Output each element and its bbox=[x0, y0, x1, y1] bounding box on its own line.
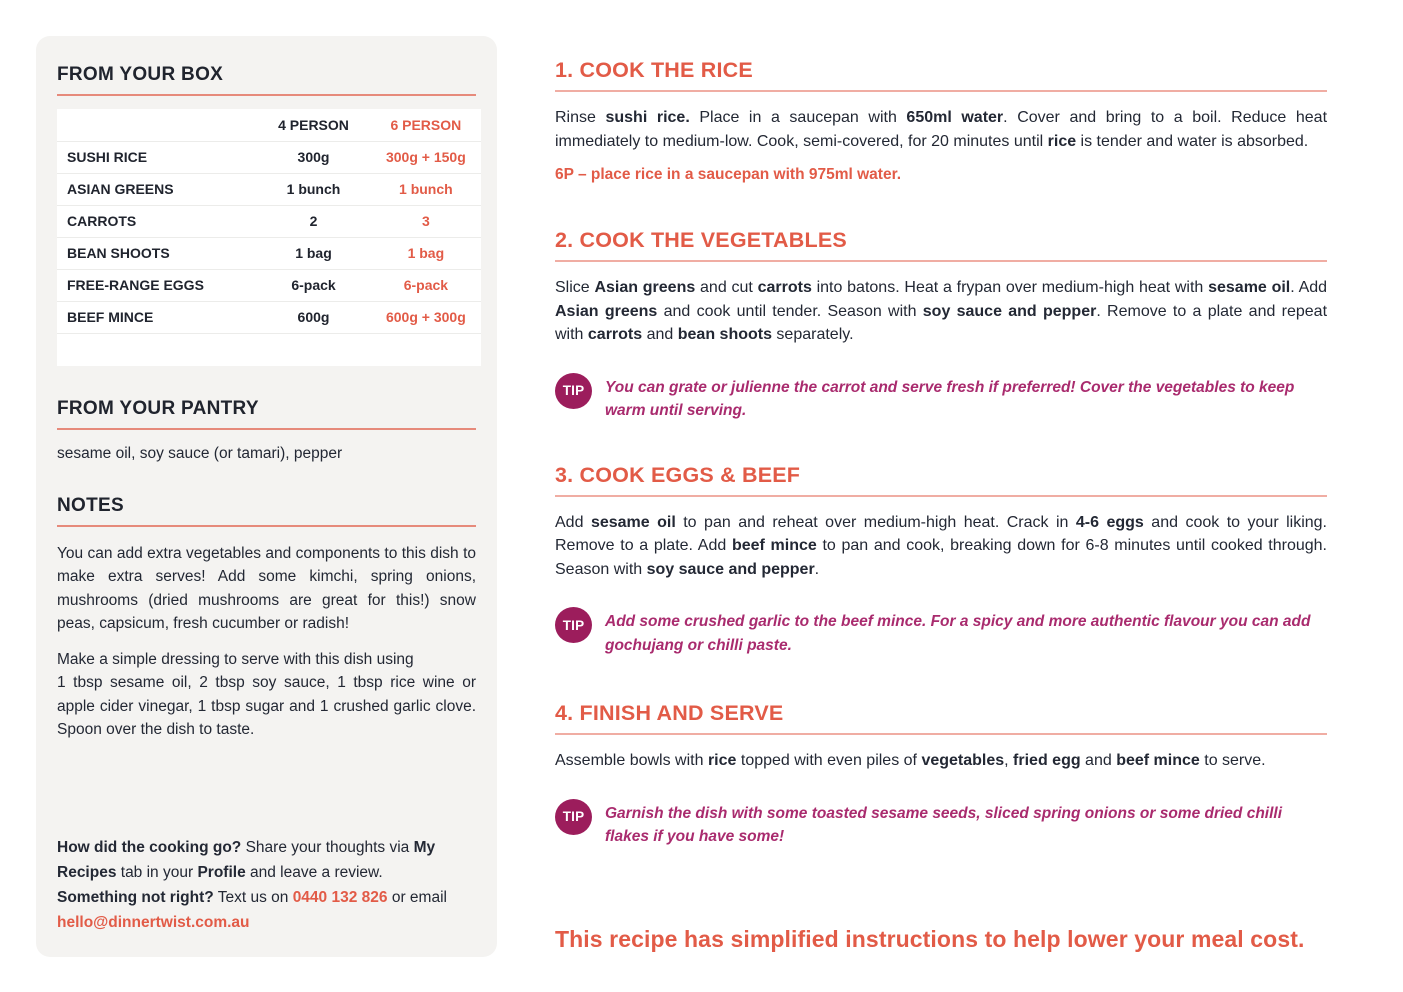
text-segment: . Add bbox=[1290, 279, 1328, 296]
text-segment: soy sauce and pepper bbox=[922, 302, 1097, 320]
text-segment: Profile bbox=[197, 864, 246, 881]
qty-4-person: 300g bbox=[256, 141, 370, 173]
col-header-item bbox=[57, 109, 256, 141]
notes-p2-line1: Make a simple dressing to serve with this dish using bbox=[57, 650, 414, 668]
text-segment: into batons. Heat a frypan over medium-high heat with bbox=[811, 279, 1209, 296]
step-4 bbox=[555, 701, 1327, 849]
text-segment: My Recipes bbox=[57, 839, 436, 881]
col-header-4person: 4 PERSON bbox=[256, 109, 370, 141]
sidebar bbox=[36, 36, 497, 957]
text-segment: 650ml water bbox=[906, 109, 1004, 126]
text-segment: . Cover and bring to a boil. Reduce heat immediately to medium-low. Cook, semi-covered, for 20 minutes until bbox=[555, 109, 1328, 150]
text-segment: separately. bbox=[771, 326, 854, 343]
text-segment: hello@dinnertwist.com.au bbox=[57, 914, 250, 931]
table-row bbox=[57, 301, 481, 333]
table-row bbox=[57, 269, 481, 301]
step-divider bbox=[555, 90, 1327, 92]
feedback-text bbox=[57, 835, 480, 885]
text-segment: fried egg bbox=[1013, 752, 1081, 769]
text-segment: Place in a saucepan with bbox=[689, 109, 907, 126]
step-1-6p-note: 6P – place rice in a saucepan with 975ml water. bbox=[555, 166, 902, 183]
tip-badge: TIP bbox=[555, 373, 592, 409]
qty-6-person: 3 bbox=[371, 205, 481, 237]
qty-6-person: 1 bunch bbox=[371, 173, 481, 205]
text-segment: beef mince bbox=[731, 537, 817, 554]
text-segment: beef mince bbox=[1116, 752, 1200, 769]
step-1-title: 1. COOK THE RICE bbox=[555, 58, 753, 82]
text-segment: , bbox=[1004, 752, 1014, 769]
text-segment: sesame oil bbox=[1208, 279, 1291, 296]
step-divider bbox=[555, 495, 1327, 497]
text-segment: Asian greens bbox=[594, 279, 696, 296]
qty-4-person: 1 bunch bbox=[256, 173, 370, 205]
text-segment: and cook to your liking. Remove to a plate. Add bbox=[555, 513, 1328, 554]
ingredient-name: ASIAN GREENS bbox=[57, 173, 256, 205]
qty-4-person: 600g bbox=[256, 301, 370, 333]
text-segment: Asian greens bbox=[555, 302, 658, 320]
text-segment: Something not right? bbox=[57, 889, 214, 906]
text-segment: . bbox=[814, 560, 820, 578]
table-row bbox=[57, 141, 481, 173]
text-segment: 4-6 eggs bbox=[1075, 513, 1144, 531]
table-row bbox=[57, 173, 481, 205]
text-segment: Text us on bbox=[213, 889, 293, 906]
text-segment: and cook until tender. Season with bbox=[657, 302, 923, 320]
step-4-title: 4. FINISH AND SERVE bbox=[555, 701, 784, 725]
step-2 bbox=[555, 228, 1327, 423]
text-segment: to pan and reheat over medium-high heat. Crack in bbox=[675, 513, 1076, 531]
text-segment: sesame oil bbox=[590, 513, 676, 531]
step-divider bbox=[555, 260, 1327, 262]
ingredient-name: BEAN SHOOTS bbox=[57, 237, 256, 269]
text-segment: sushi rice. bbox=[605, 109, 690, 126]
notes-title: NOTES bbox=[57, 494, 124, 516]
step-1-body bbox=[555, 106, 1327, 153]
step-3 bbox=[555, 463, 1327, 658]
text-segment: and cut bbox=[695, 279, 758, 296]
text-segment: 0440 132 826 bbox=[292, 889, 388, 906]
step-3-tip bbox=[555, 607, 1327, 657]
step-2-title: 2. COOK THE VEGETABLES bbox=[555, 228, 847, 252]
text-segment: . Remove to a plate and repeat with bbox=[555, 302, 1328, 343]
instructions-column bbox=[555, 0, 1327, 849]
contact-text[interactable] bbox=[57, 885, 480, 935]
text-segment: and leave a review. bbox=[245, 864, 383, 881]
from-your-pantry-title: FROM YOUR PANTRY bbox=[57, 397, 259, 419]
text-segment: vegetables bbox=[921, 752, 1005, 769]
text-segment: Slice bbox=[555, 279, 595, 296]
qty-4-person: 2 bbox=[256, 205, 370, 237]
text-segment: and bbox=[642, 326, 678, 343]
text-segment: carrots bbox=[757, 279, 812, 296]
qty-6-person: 1 bag bbox=[371, 237, 481, 269]
table-header-row bbox=[57, 109, 481, 141]
text-segment: rice bbox=[1047, 132, 1077, 150]
pantry-text: sesame oil, soy sauce (or tamari), pepper bbox=[57, 444, 343, 462]
closing-statement: This recipe has simplified instructions to help lower your meal cost. bbox=[555, 926, 1305, 952]
section-divider bbox=[57, 525, 476, 527]
text-segment: carrots bbox=[587, 326, 643, 343]
text-segment: to serve. bbox=[1199, 752, 1266, 769]
text-segment: Rinse bbox=[555, 109, 606, 126]
col-header-6person: 6 PERSON bbox=[371, 109, 481, 141]
tip-text: You can grate or julienne the carrot and serve fresh if preferred! Cover the vegetables to keep warm until serving. bbox=[605, 378, 1295, 419]
text-segment: Share your thoughts via bbox=[241, 839, 414, 856]
text-segment: to pan and cook, breaking down for 6-8 minutes until cooked through. Season with bbox=[555, 537, 1328, 578]
tip-badge: TIP bbox=[555, 799, 592, 835]
text-segment: topped with even piles of bbox=[736, 752, 922, 769]
tip-text: Add some crushed garlic to the beef mince. For a spicy and more authentic flavour you can add gochujang or chilli paste. bbox=[605, 613, 1311, 654]
sidebar-footer bbox=[57, 835, 480, 935]
ingredient-name: BEEF MINCE bbox=[57, 301, 256, 333]
tip-badge: TIP bbox=[555, 607, 592, 643]
step-4-tip bbox=[555, 799, 1327, 849]
step-3-title: 3. COOK EGGS & BEEF bbox=[555, 462, 801, 487]
qty-4-person: 1 bag bbox=[256, 237, 370, 269]
text-segment: soy sauce and pepper bbox=[646, 560, 815, 578]
section-divider bbox=[57, 428, 476, 430]
notes-p2-rest: 1 tbsp sesame oil, 2 tbsp soy sauce, 1 tbsp rice wine or apple cider vinegar, 1 tbsp sugar and 1 crushed garlic clove. Spoon over the dish to taste. bbox=[57, 674, 476, 738]
text-segment: rice bbox=[707, 752, 737, 769]
step-divider bbox=[555, 733, 1327, 735]
text-segment: Add bbox=[555, 513, 591, 531]
text-segment: Assemble bowls with bbox=[555, 752, 708, 769]
text-segment: tab in your bbox=[116, 864, 198, 881]
ingredient-name: SUSHI RICE bbox=[57, 141, 256, 173]
from-your-box-title: FROM YOUR BOX bbox=[57, 64, 224, 85]
qty-4-person: 6-pack bbox=[256, 269, 370, 301]
tip-text: Garnish the dish with some toasted sesame seeds, sliced spring onions or some dried chilli flakes if you have some! bbox=[605, 804, 1283, 845]
text-segment: How did the cooking go? bbox=[57, 839, 242, 856]
ingredient-name: FREE-RANGE EGGS bbox=[57, 269, 256, 301]
ingredients-table bbox=[57, 109, 481, 334]
step-3-body bbox=[555, 511, 1327, 582]
section-divider bbox=[57, 94, 476, 96]
step-2-tip bbox=[555, 373, 1327, 423]
qty-6-person: 6-pack bbox=[371, 269, 481, 301]
qty-6-person: 600g + 300g bbox=[371, 301, 481, 333]
table-row bbox=[57, 237, 481, 269]
step-2-body bbox=[555, 276, 1327, 347]
table-bottom-padding bbox=[57, 334, 481, 366]
ingredient-name: CARROTS bbox=[57, 205, 256, 237]
notes-paragraph-2 bbox=[57, 648, 476, 742]
step-1 bbox=[555, 58, 1327, 184]
table-row bbox=[57, 205, 481, 237]
text-segment: or email bbox=[387, 889, 447, 906]
qty-6-person: 300g + 150g bbox=[371, 141, 481, 173]
step-4-body bbox=[555, 749, 1327, 773]
notes-paragraph-1: You can add extra vegetables and components to this dish to make extra serves! Add some kimchi, spring onions, mushrooms (dried mushrooms are great for this!) snow peas, capsicum, fresh cucumber or radish! bbox=[57, 544, 476, 632]
text-segment: is tender and water is absorbed. bbox=[1076, 132, 1309, 150]
text-segment: bean shoots bbox=[677, 326, 772, 343]
text-segment: and bbox=[1080, 752, 1117, 769]
